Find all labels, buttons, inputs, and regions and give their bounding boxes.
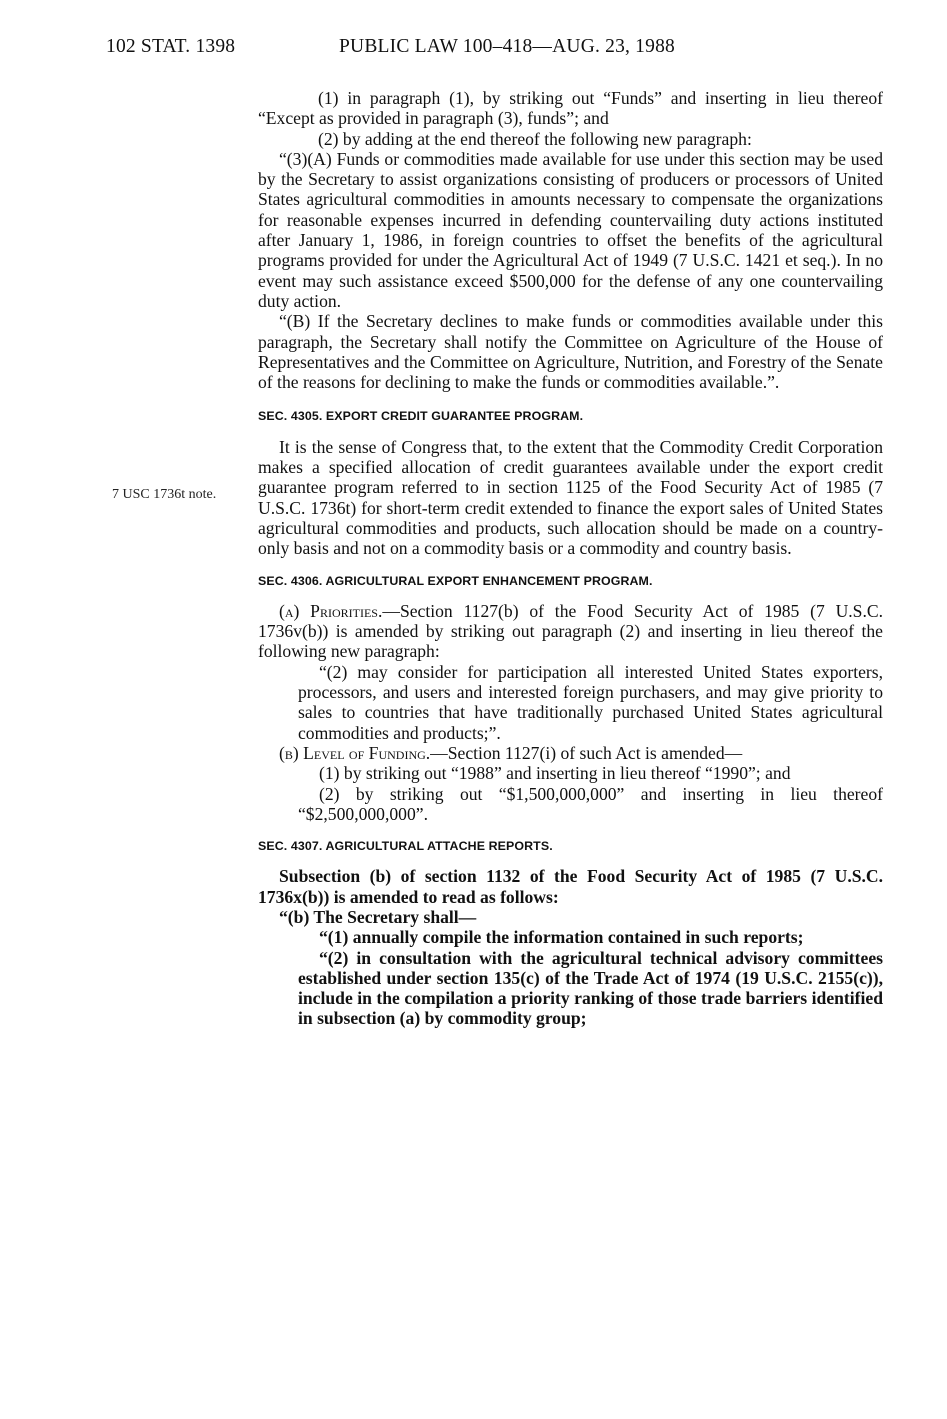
paragraph-funding-2: (2) by striking out “$1,500,000,000” and inserting in lieu thereof “$2,500,000,000”. bbox=[298, 783, 883, 824]
bold-block bbox=[258, 866, 883, 1028]
paragraph-new-2: “(2) may consider for participation all interested United States exporters, processors, and users and interested foreign purchasers, and may give priority to sales to countries that have traditionally purchased United States agricultural commodities and products;”. bbox=[298, 661, 883, 743]
paragraph-sec-4305: It is the sense of Congress that, to the extent that the Commodity Credit Corporation makes a specified allocation of credit guarantees available under the export credit guarantee program referred to in section 1125 of the Food Security Act of 1985 (7 U.S.C. 1736t) for short-term credit extended to finance the export sales of United States agricultural commodities and products, such allocation should be made on a country-only basis and not on a commodity basis or a commodity and country basis. bbox=[258, 436, 883, 559]
priorities-text: —Section 1127(b) of the Food Security Act of 1985 (7 U.S.C. 1736v(b)) is amended by striking out paragraph (2) and inserting in lieu thereof the following new paragraph: bbox=[258, 600, 883, 662]
paragraph-level-of-funding bbox=[258, 743, 883, 763]
paragraph-amend-2: (2) by adding at the end thereof the following new paragraph: bbox=[318, 128, 752, 149]
level-of-funding-label: (b) Level of Funding. bbox=[279, 742, 431, 763]
public-law-citation: PUBLIC LAW 100–418—AUG. 23, 1988 bbox=[339, 36, 675, 57]
page-body bbox=[258, 88, 883, 1029]
running-header bbox=[106, 36, 886, 62]
paragraph-funding-1: (1) by striking out “1988” and inserting in lieu thereof “1990”; and bbox=[319, 763, 791, 784]
section-heading-4306: SEC. 4306. AGRICULTURAL EXPORT ENHANCEMENT PROGRAM. bbox=[258, 573, 653, 588]
paragraph-3a: “(3)(A) Funds or commodities made available for use under this section may be used by the Secretary to assist organizations consisting of producers or processors of United States agricultural commodities in amounts necessary to compensate the organizations for reasonable expenses incurred in defending countervailing duty actions instituted after January 1, 1986, in foreign countries to offset the benefits of the agricultural programs provided for under the Agricultural Act of 1949 (7 U.S.C. 1421 et seq.). In no event may such assistance exceed $500,000 for the defense of any one countervailing duty action. bbox=[258, 148, 883, 311]
section-heading-4307: SEC. 4307. AGRICULTURAL ATTACHE REPORTS. bbox=[258, 839, 553, 854]
paragraph-3b: “(B) If the Secretary declines to make funds or commodities available under this paragraph, the Secretary shall notify the Committee on Agriculture of the House of Representatives and the Committee on Agriculture, Nutrition, and Forestry of the Senate of the reasons for declining to make the funds or commodities available.”. bbox=[258, 311, 883, 393]
priorities-label: (a) Priorities. bbox=[279, 600, 383, 621]
paragraph-secretary-shall: “(b) The Secretary shall— bbox=[279, 906, 477, 927]
paragraph-consultation: “(2) in consultation with the agricultural technical advisory committees established under section 135(c) of the Trade Act of 1974 (19 U.S.C. 2155(c)), include in the compilation a priority ranking of those trade barriers identified in subsection (a) by commodity group; bbox=[298, 947, 883, 1029]
paragraph-priorities bbox=[258, 601, 883, 662]
stat-page-number: 102 STAT. 1398 bbox=[106, 36, 236, 57]
paragraph-sec-4307: Subsection (b) of section 1132 of the Food Security Act of 1985 (7 U.S.C. 1736x(b)) is amended to read as follows: bbox=[258, 866, 883, 907]
paragraph-compile: “(1) annually compile the information contained in such reports; bbox=[319, 927, 804, 948]
margin-note-usc: 7 USC 1736t note. bbox=[112, 487, 217, 502]
paragraph-amend-1: (1) in paragraph (1), by striking out “Funds” and inserting in lieu thereof “Except as provided in paragraph (3), funds”; and bbox=[258, 88, 883, 129]
level-of-funding-text: —Section 1127(i) of such Act is amended— bbox=[430, 742, 743, 763]
section-heading-4305: SEC. 4305. EXPORT CREDIT GUARANTEE PROGRAM. bbox=[258, 409, 584, 424]
